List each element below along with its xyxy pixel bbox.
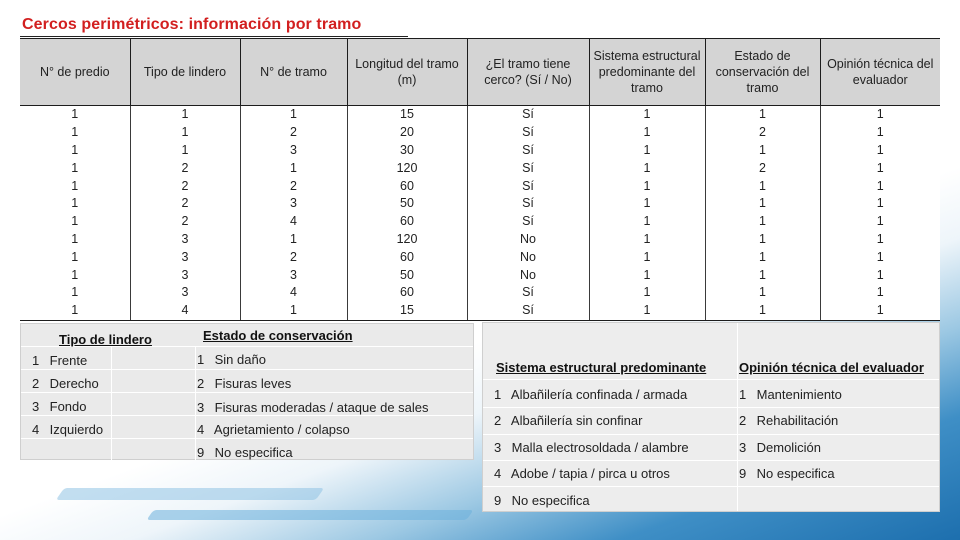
cell-predio: 1 xyxy=(20,195,130,213)
table-row xyxy=(20,159,940,177)
cell-longitud: 60 xyxy=(347,177,467,195)
cell-predio: 1 xyxy=(20,248,130,266)
cell-tiene-cerco: No xyxy=(467,248,589,266)
cell-predio: 1 xyxy=(20,142,130,160)
page-title: Cercos perimétricos: información por tramo xyxy=(22,16,362,33)
cell-tiene-cerco: Sí xyxy=(467,177,589,195)
cell-estado: 1 xyxy=(705,284,820,302)
cell-sistema: 1 xyxy=(589,302,705,320)
legend-title-estado: Estado de conservación xyxy=(203,328,353,343)
cell-opinion: 1 xyxy=(820,248,940,266)
cell-longitud: 60 xyxy=(347,284,467,302)
cell-estado: 1 xyxy=(705,195,820,213)
col-header-sistema: Sistema estructural predominante del tramo xyxy=(589,39,705,106)
cell-tipo-lindero: 3 xyxy=(130,284,240,302)
cell-predio: 1 xyxy=(20,177,130,195)
cell-predio: 1 xyxy=(20,266,130,284)
col-header-tramo: N° de tramo xyxy=(240,39,347,106)
cell-opinion: 1 xyxy=(820,302,940,320)
cell-tramo: 4 xyxy=(240,213,347,231)
cell-tramo: 1 xyxy=(240,159,347,177)
table-row xyxy=(20,302,940,320)
table-row xyxy=(20,231,940,249)
legend-item-tipo: 1 Frente xyxy=(32,353,88,368)
cell-tipo-lindero: 1 xyxy=(130,106,240,124)
legend-item-estado: 3 Fisuras moderadas / ataque de sales xyxy=(197,400,429,415)
cell-tramo: 2 xyxy=(240,248,347,266)
cell-longitud: 120 xyxy=(347,159,467,177)
cell-opinion: 1 xyxy=(820,284,940,302)
cell-predio: 1 xyxy=(20,231,130,249)
cell-tipo-lindero: 2 xyxy=(130,159,240,177)
decor-stripe xyxy=(146,510,473,520)
table-row xyxy=(20,248,940,266)
cell-longitud: 30 xyxy=(347,142,467,160)
cell-predio: 1 xyxy=(20,124,130,142)
cell-longitud: 50 xyxy=(347,266,467,284)
col-header-estado: Estado de conservación del tramo xyxy=(705,39,820,106)
cell-tiene-cerco: Sí xyxy=(467,213,589,231)
cell-longitud: 60 xyxy=(347,213,467,231)
divider xyxy=(483,379,939,380)
cell-sistema: 1 xyxy=(589,195,705,213)
table-row xyxy=(20,284,940,302)
cell-tipo-lindero: 2 xyxy=(130,177,240,195)
cell-opinion: 1 xyxy=(820,213,940,231)
cell-sistema: 1 xyxy=(589,248,705,266)
cell-tipo-lindero: 2 xyxy=(130,213,240,231)
cell-tramo: 1 xyxy=(240,231,347,249)
divider xyxy=(483,434,939,435)
cell-predio: 1 xyxy=(20,106,130,124)
table-row xyxy=(20,106,940,124)
legend-item-estado: 4 Agrietamiento / colapso xyxy=(197,422,350,437)
cell-tipo-lindero: 3 xyxy=(130,266,240,284)
cell-tiene-cerco: No xyxy=(467,266,589,284)
cell-tiene-cerco: Sí xyxy=(467,302,589,320)
legend-item-sistema: 3 Malla electrosoldada / alambre xyxy=(494,440,689,455)
cell-predio: 1 xyxy=(20,213,130,231)
cell-sistema: 1 xyxy=(589,159,705,177)
cell-estado: 1 xyxy=(705,302,820,320)
cell-sistema: 1 xyxy=(589,124,705,142)
table-row xyxy=(20,142,940,160)
title-underline xyxy=(20,36,408,37)
cell-estado: 1 xyxy=(705,177,820,195)
cell-tiene-cerco: Sí xyxy=(467,142,589,160)
legend-item-sistema: 4 Adobe / tapia / pirca u otros xyxy=(494,466,670,481)
legend-item-sistema: 9 No especifica xyxy=(494,493,590,508)
legend-item-sistema: 2 Albañilería sin confinar xyxy=(494,413,643,428)
cell-tramo: 3 xyxy=(240,142,347,160)
divider xyxy=(111,346,112,460)
divider xyxy=(21,438,473,439)
col-header-tipo-lindero: Tipo de lindero xyxy=(130,39,240,106)
table-row xyxy=(20,124,940,142)
cell-predio: 1 xyxy=(20,302,130,320)
cell-predio: 1 xyxy=(20,159,130,177)
divider xyxy=(21,392,473,393)
legend-sistema-opinion xyxy=(482,322,940,512)
tramo-table xyxy=(20,38,940,321)
cell-tipo-lindero: 1 xyxy=(130,142,240,160)
legend-item-opinion: 3 Demolición xyxy=(739,440,821,455)
cell-longitud: 15 xyxy=(347,106,467,124)
legend-item-opinion: 2 Rehabilitación xyxy=(739,413,839,428)
cell-sistema: 1 xyxy=(589,177,705,195)
cell-tipo-lindero: 1 xyxy=(130,124,240,142)
divider xyxy=(737,323,738,511)
table-header-row xyxy=(20,39,940,106)
legend-title-sistema: Sistema estructural predominante xyxy=(496,360,707,375)
cell-opinion: 1 xyxy=(820,142,940,160)
cell-estado: 1 xyxy=(705,266,820,284)
cell-opinion: 1 xyxy=(820,195,940,213)
divider xyxy=(483,407,939,408)
legend-item-opinion: 9 No especifica xyxy=(739,466,835,481)
legend-item-estado: 2 Fisuras leves xyxy=(197,376,292,391)
cell-opinion: 1 xyxy=(820,266,940,284)
cell-tipo-lindero: 2 xyxy=(130,195,240,213)
table-body xyxy=(20,106,940,321)
decor-stripe xyxy=(56,488,324,500)
cell-estado: 1 xyxy=(705,213,820,231)
legend-title-opinion: Opinión técnica del evaluador xyxy=(739,360,924,375)
divider xyxy=(483,460,939,461)
cell-tiene-cerco: Sí xyxy=(467,106,589,124)
cell-tramo: 2 xyxy=(240,124,347,142)
cell-tipo-lindero: 3 xyxy=(130,248,240,266)
divider xyxy=(21,369,473,370)
cell-sistema: 1 xyxy=(589,266,705,284)
cell-longitud: 60 xyxy=(347,248,467,266)
cell-tiene-cerco: Sí xyxy=(467,195,589,213)
cell-sistema: 1 xyxy=(589,284,705,302)
cell-tramo: 4 xyxy=(240,284,347,302)
cell-tramo: 1 xyxy=(240,302,347,320)
col-header-predio: N° de predio xyxy=(20,39,130,106)
cell-tramo: 2 xyxy=(240,177,347,195)
cell-tramo: 1 xyxy=(240,106,347,124)
cell-sistema: 1 xyxy=(589,106,705,124)
legend-lindero-estado xyxy=(20,323,474,460)
cell-opinion: 1 xyxy=(820,159,940,177)
cell-tramo: 3 xyxy=(240,266,347,284)
divider xyxy=(483,486,939,487)
legend-item-estado: 1 Sin daño xyxy=(197,352,266,367)
cell-estado: 2 xyxy=(705,124,820,142)
legend-item-tipo: 4 Izquierdo xyxy=(32,422,104,437)
table-row xyxy=(20,213,940,231)
col-header-opinion: Opinión técnica del evaluador xyxy=(820,39,940,106)
cell-opinion: 1 xyxy=(820,177,940,195)
legend-item-opinion: 1 Mantenimiento xyxy=(739,387,842,402)
cell-tiene-cerco: Sí xyxy=(467,284,589,302)
cell-tiene-cerco: No xyxy=(467,231,589,249)
cell-opinion: 1 xyxy=(820,106,940,124)
divider xyxy=(195,346,196,460)
cell-sistema: 1 xyxy=(589,142,705,160)
cell-longitud: 20 xyxy=(347,124,467,142)
legend-title-tipo-lindero: Tipo de lindero xyxy=(59,332,152,347)
cell-tiene-cerco: Sí xyxy=(467,124,589,142)
cell-tipo-lindero: 4 xyxy=(130,302,240,320)
cell-predio: 1 xyxy=(20,284,130,302)
table-row xyxy=(20,195,940,213)
cell-longitud: 120 xyxy=(347,231,467,249)
divider xyxy=(21,415,473,416)
cell-estado: 1 xyxy=(705,231,820,249)
cell-longitud: 50 xyxy=(347,195,467,213)
legend-item-sistema: 1 Albañilería confinada / armada xyxy=(494,387,688,402)
cell-tiene-cerco: Sí xyxy=(467,159,589,177)
cell-sistema: 1 xyxy=(589,213,705,231)
cell-estado: 1 xyxy=(705,142,820,160)
cell-sistema: 1 xyxy=(589,231,705,249)
cell-longitud: 15 xyxy=(347,302,467,320)
col-header-tiene-cerco: ¿El tramo tiene cerco? (Sí / No) xyxy=(467,39,589,106)
table-row xyxy=(20,177,940,195)
table-row xyxy=(20,266,940,284)
legend-item-tipo: 2 Derecho xyxy=(32,376,99,391)
cell-opinion: 1 xyxy=(820,231,940,249)
cell-tipo-lindero: 3 xyxy=(130,231,240,249)
cell-estado: 2 xyxy=(705,159,820,177)
cell-tramo: 3 xyxy=(240,195,347,213)
col-header-longitud: Longitud del tramo (m) xyxy=(347,39,467,106)
legend-item-tipo: 3 Fondo xyxy=(32,399,87,414)
legend-item-estado: 9 No especifica xyxy=(197,445,293,460)
cell-estado: 1 xyxy=(705,248,820,266)
cell-opinion: 1 xyxy=(820,124,940,142)
cell-estado: 1 xyxy=(705,106,820,124)
